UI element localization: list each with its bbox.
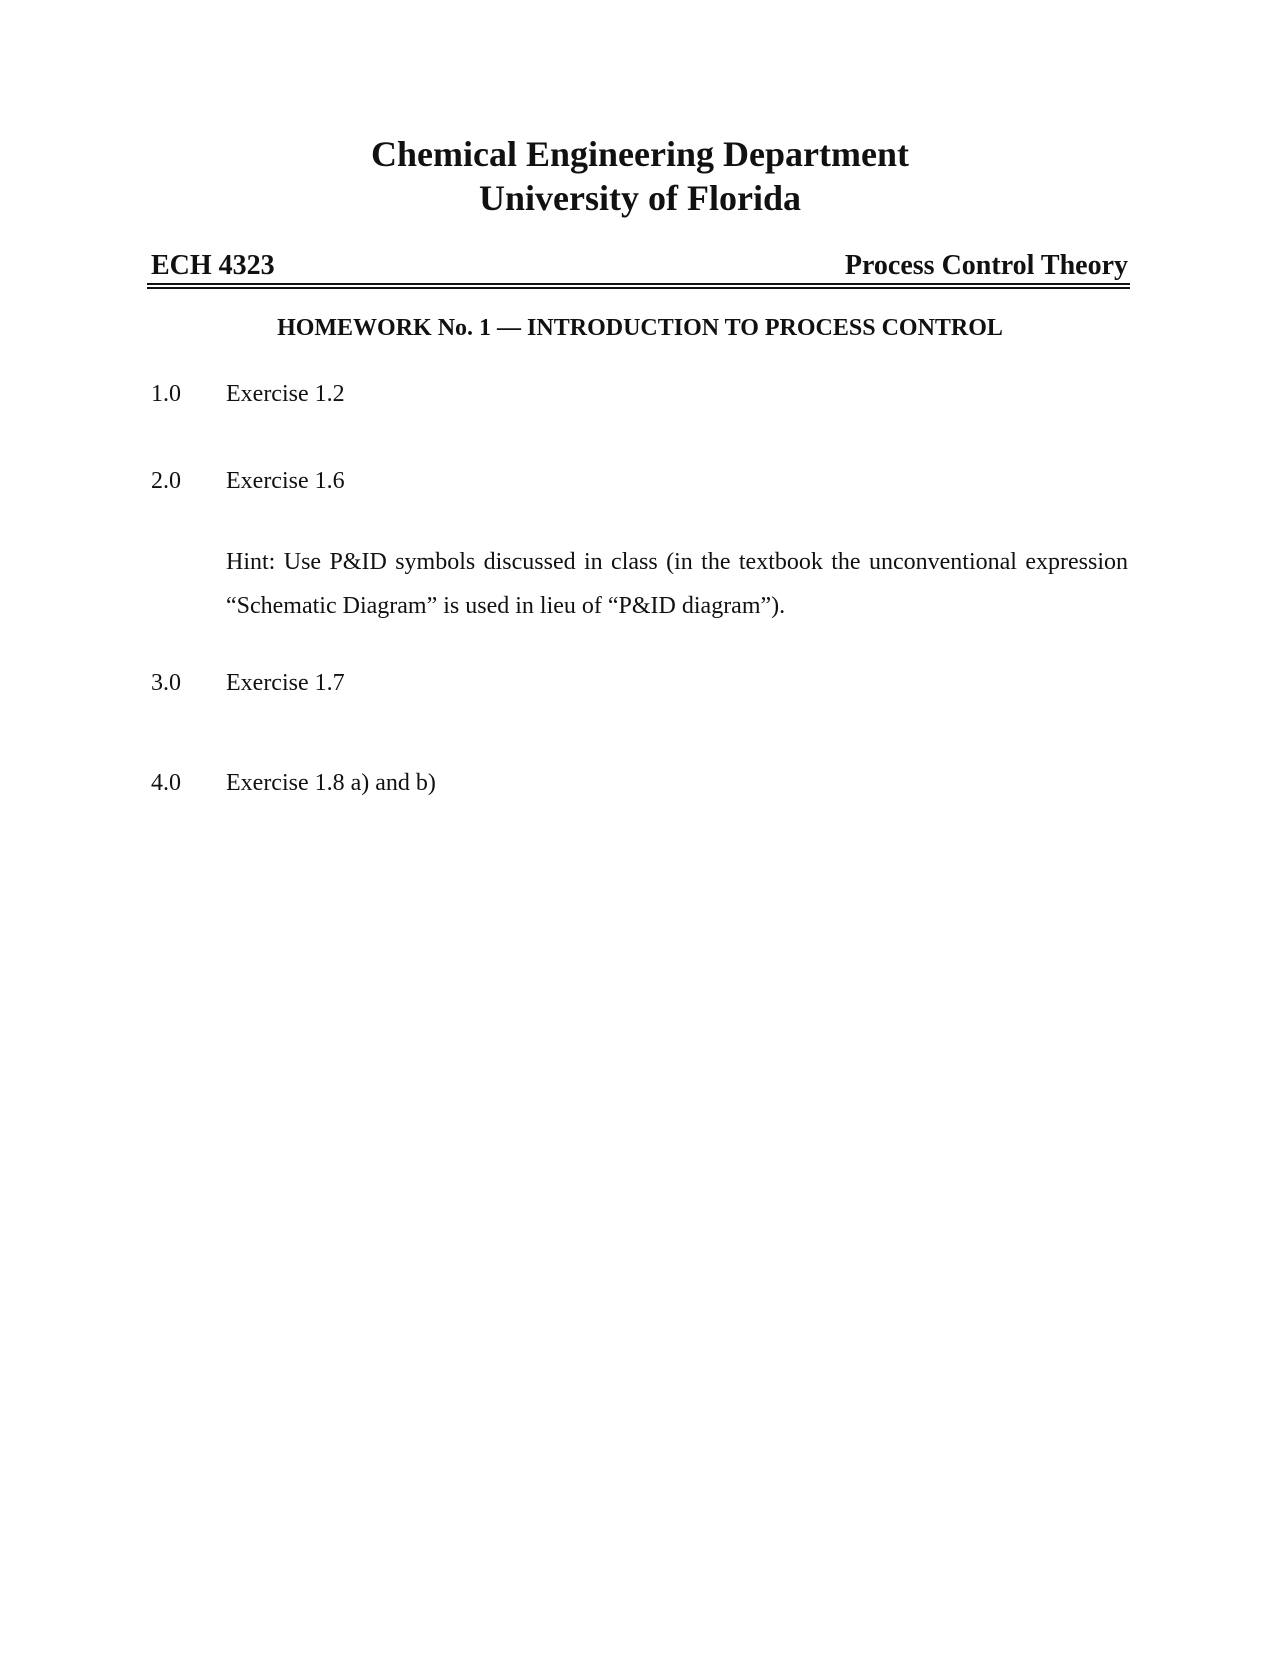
- course-code: ECH 4323: [151, 250, 275, 281]
- course-name: Process Control Theory: [844, 250, 1128, 281]
- item-text: Exercise 1.6: [226, 468, 345, 494]
- header-divider-bottom: [147, 287, 1130, 289]
- item-number: 1.0: [151, 381, 181, 407]
- homework-title: HOMEWORK No. 1 — INTRODUCTION TO PROCESS CONTROL: [277, 315, 1003, 341]
- document-header: [0, 132, 1280, 220]
- university-title: University of Florida: [479, 178, 801, 218]
- item-number: 2.0: [151, 468, 181, 494]
- item-text: Exercise 1.7: [226, 670, 345, 696]
- item-number: 4.0: [151, 770, 181, 796]
- item-number: 3.0: [151, 670, 181, 696]
- header-divider-top: [147, 283, 1130, 285]
- hint-paragraph: Hint: Use P&ID symbols discussed in class (in the textbook the unconventional expression “Schematic Diagram” is used in lieu of “P&ID diagram”).: [226, 549, 1128, 619]
- item-text: Exercise 1.8 a) and b): [226, 770, 436, 796]
- course-row: [151, 248, 1128, 284]
- item-text: Exercise 1.2: [226, 381, 345, 407]
- department-title: Chemical Engineering Department: [371, 134, 909, 174]
